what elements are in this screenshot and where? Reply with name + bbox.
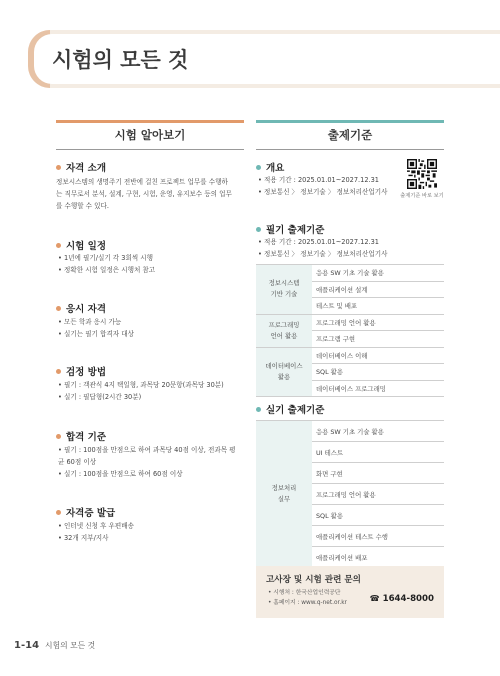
contact-title: 고사장 및 시험 관련 문의 (266, 575, 361, 585)
contact-lines: • 시행처 : 한국산업인력공단 • 홈페이지 : www.q-net.or.kr (268, 590, 347, 606)
section-body-written: • 적용 기간 : 2025.01.01~2027.12.31 • 정보통신 〉 정보기술 〉 정보처리산업기사 (258, 238, 388, 258)
section-title-written: 필기 출제기준 (256, 222, 324, 236)
section-title-method: 검정 방법 (56, 364, 106, 378)
section-title-schedule: 시험 일정 (56, 238, 106, 252)
section-title-intro: 자격 소개 (56, 160, 106, 174)
section-title-practical: 실기 출제기준 (256, 402, 324, 416)
section-title-pass: 합격 기준 (56, 429, 106, 443)
footer-text: 시험의 모든 것 (45, 641, 96, 650)
section-title-eligibility: 응시 자격 (56, 301, 106, 315)
page-title: 시험의 모든 것 (52, 48, 189, 72)
section-body-pass: • 필기 : 100점을 만점으로 하여 과목당 40점 이상, 전과목 평 균 60점 이상 • 실기 : 100점을 만점으로 하여 60점 이상 (58, 446, 236, 478)
page-number: 1-14 (14, 640, 40, 651)
item-cell: UI 테스트 (312, 442, 444, 463)
item-cell: 애플리케이션 설계 (312, 281, 444, 298)
practical-criteria-table (256, 420, 444, 568)
section-body-intro: 정보시스템의 생명주기 전반에 걸친 프로젝트 업무를 수행하 는 직무로서 분석, 설계, 구현, 시험, 운영, 유지보수 등의 업무 를 수행할 수 있다. (56, 178, 232, 210)
item-cell: 응용 SW 기초 기술 활용 (312, 421, 444, 442)
qr-code-icon[interactable] (407, 159, 437, 189)
item-cell: 테스트 및 배포 (312, 298, 444, 315)
category-cell: 정보시스템 기반 기술 (256, 265, 312, 315)
written-criteria-table (256, 264, 444, 397)
table-row (256, 265, 444, 282)
item-cell: SQL 활용 (312, 505, 444, 526)
page-footer (14, 640, 95, 651)
item-cell: 응용 SW 기초 기술 활용 (312, 265, 444, 282)
section-body-schedule: • 1년에 필기/실기 각 3회씩 시행 • 정확한 시험 일정은 시행처 참고 (58, 254, 156, 274)
phone-icon: ☎ (369, 594, 380, 603)
left-column-header: 시험 알아보기 (56, 120, 244, 150)
right-column-header: 출제기준 (256, 120, 444, 150)
item-cell: 프로그램 구현 (312, 331, 444, 348)
item-cell: 애플리케이션 배포 (312, 547, 444, 568)
table-row (256, 347, 444, 364)
item-cell: 데이터베이스 프로그래밍 (312, 380, 444, 397)
category-cell: 정보처리 실무 (256, 421, 312, 568)
section-title-issue: 자격증 발급 (56, 505, 115, 519)
category-cell: 데이터베이스 활용 (256, 347, 312, 397)
table-row (256, 421, 444, 442)
category-cell: 프로그래밍 언어 활용 (256, 314, 312, 347)
section-body-method: • 필기 : 객관식 4지 택일형, 과목당 20문항(과목당 30분) • 실기 : 필답형(2시간 30분) (58, 381, 224, 401)
section-title-overview: 개요 (256, 160, 284, 174)
qr-label: 출제기준 바로 보기 (400, 193, 444, 199)
item-cell: 프로그래밍 언어 활용 (312, 314, 444, 331)
item-cell: 데이터베이스 이해 (312, 347, 444, 364)
item-cell: 화면 구현 (312, 463, 444, 484)
item-cell: 프로그래밍 언어 활용 (312, 484, 444, 505)
contact-box (256, 566, 444, 618)
table-row (256, 314, 444, 331)
item-cell: SQL 활용 (312, 364, 444, 381)
section-body-overview: • 적용 기간 : 2025.01.01~2027.12.31 • 정보통신 〉 정보기술 〉 정보처리산업기사 (258, 176, 388, 196)
section-body-eligibility: • 모든 학과 응시 가능 • 실기는 필기 합격자 대상 (58, 318, 134, 338)
item-cell: 애플리케이션 테스트 수행 (312, 526, 444, 547)
contact-phone: ☎ 1644-8000 (369, 594, 434, 604)
section-body-issue: • 인터넷 신청 후 우편배송 • 32개 지부/지사 (58, 522, 134, 542)
